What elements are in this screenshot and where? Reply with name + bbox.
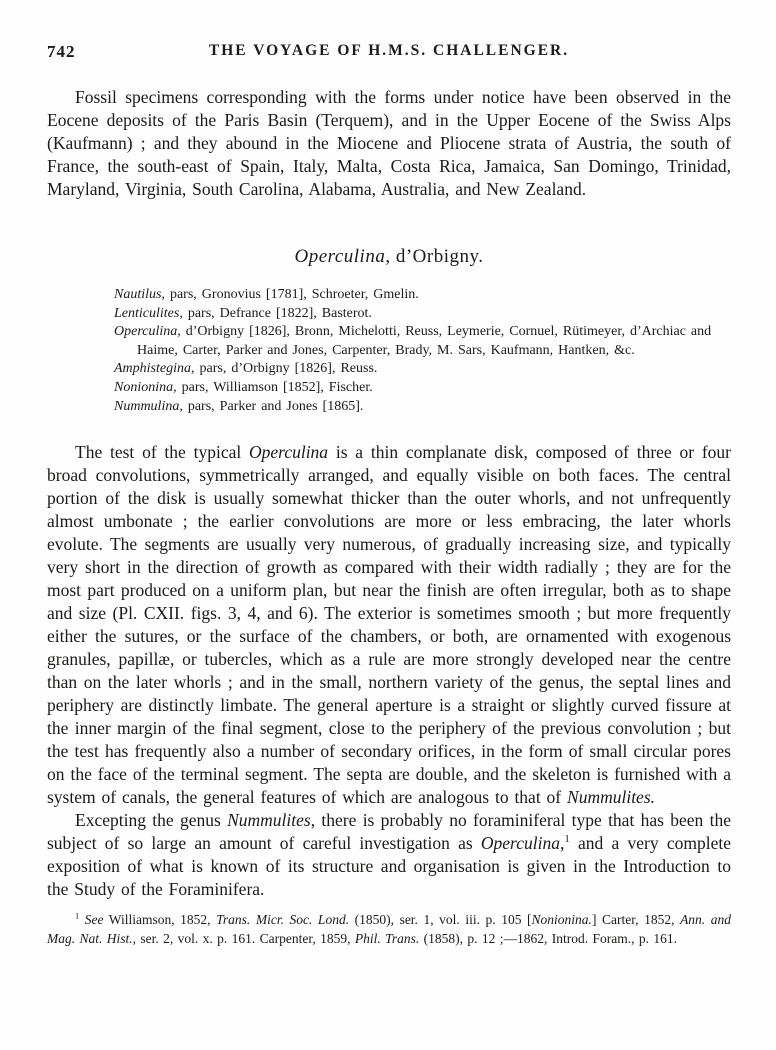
text-run: The test of the typical [75, 442, 249, 462]
italic-text-run: Operculina [294, 246, 386, 267]
italic-text-run: Amphistegina [114, 361, 191, 377]
text-run: , d’Orbigny. [385, 246, 484, 267]
synonymy-list [47, 286, 731, 416]
intro-paragraph [47, 86, 731, 201]
page-number: 742 [47, 42, 76, 61]
text-run: (1858), p. 12 ;—1862, Introd. Foram., p. 161. [419, 931, 677, 946]
text-run: , [559, 833, 565, 853]
italic-text-run: Ann. and Mag. Nat. Hist. [47, 912, 731, 946]
text-run: (1850), ser. 1, vol. iii. p. 105 [ [349, 912, 532, 927]
synonymy-entry [47, 379, 731, 398]
text-run: , pars, Parker and Jones [1865]. [179, 398, 364, 414]
synonymy-entry [47, 286, 731, 305]
text-run: ] Carter, 1852, [591, 912, 681, 927]
text-run: , pars, Gronovius [1781], Schroeter, Gmelin. [161, 287, 419, 302]
synonymy-entry [47, 360, 731, 379]
description-paragraph [47, 441, 731, 809]
text-run: , pars, Williamson [1852], Fischer. [173, 379, 373, 395]
text-run: Williamson, 1852, [103, 912, 217, 927]
discussion-paragraph [47, 809, 731, 901]
genus-heading [47, 246, 731, 268]
text-run: , there is probably no foraminiferal type that has been the subject of so large an amount of careful investigation as [47, 810, 731, 853]
italic-text-run: Nonionina [114, 379, 174, 395]
synonymy-entry [47, 323, 731, 360]
italic-text-run: Operculina [114, 324, 178, 340]
italic-text-run: Nummulina [114, 398, 180, 414]
italic-text-run: Trans. Micr. Soc. Lond. [216, 912, 350, 927]
footnote-marker: 1 [564, 833, 570, 846]
text-run: and a very complete exposition of what is known of its structure and organisation is given in the Introduction to the Study of the Foraminifera. [47, 833, 731, 899]
italic-text-run: Lenticulites [114, 305, 180, 321]
main-text-column [47, 441, 731, 948]
italic-text-run: Operculina [249, 442, 329, 462]
running-title: THE VOYAGE OF H.M.S. CHALLENGER. [208, 42, 570, 59]
synonymy-entry [47, 305, 731, 324]
synonymy-entry [47, 398, 731, 417]
page-header [47, 42, 731, 64]
italic-text-run: Nummulites. [567, 787, 656, 807]
text-run: , d’Orbigny [1826], Bronn, Michelotti, Reuss, Leymerie, Cornuel, Rütimeyer, d’Archiac and Haime, Carter, Parker and Jones, Carpenter, Brady, M. Sars, Kaufmann, Hantken, &c. [137, 324, 712, 358]
text-run: Fossil specimens corresponding with the forms under notice have been observed in the Eocene deposits of the Paris Basin (Terquem), and in the Upper Eocene of the Swiss Alps (Kaufmann) ; and they abound in the Miocene and Pliocene strata of Austria, the south of France, the south-east of Spain, Italy, Malta, Costa Rica, Jamaica, San Domingo, Trinidad, Maryland, Virginia, South Carolina, Alabama, Australia, and New Zealand. [47, 87, 731, 199]
italic-text-run: Nummulites [227, 810, 311, 830]
text-run: Excepting the genus [75, 810, 228, 830]
italic-text-run: Operculina [480, 833, 560, 853]
text-run: , ser. 2, vol. x. p. 161. Carpenter, 1859, [132, 931, 355, 946]
italic-text-run: See [84, 912, 104, 927]
text-run: , pars, Defrance [1822], Basterot. [179, 305, 372, 321]
footnote-marker: 1 [75, 911, 80, 921]
italic-text-run: Nautilus [114, 287, 162, 302]
text-run: is a thin complanate disk, composed of three or four broad convolutions, symmetrically arranged, and equally visible on both faces. The central portion of the disk is usually somewhat thicker than the outer whorls, and not unfrequently almost umbonate ; the earlier convolutions are more or less embracing, the later whorls evolute. The segments are usually very numerous, of gradually increasing size, and typically very short in the direction of growth as compared with their width radially ; they are for the most part produced on a uniform plan, but near the finish are often irregular, both as to shape and size (Pl. CXII. figs. 3, 4, and 6). The exterior is sometimes smooth ; but more frequently either the sutures, or the surface of the chambers, or both, are ornamented with exogenous granules, papillæ, or tubercles, which as a rule are more strongly developed near the centre than on the later whorls ; and in the small, northern variety of the genus, the septal lines and periphery are distinctly limbate. The general aperture is a straight or slightly curved fissure at the inner margin of the final segment, close to the periphery of the previous convolution ; but the test has frequently also a number of secondary orifices, in the form of small circular pores on the face of the terminal segment. The septa are double, and the skeleton is furnished with a system of canals, the general features of which are analogous to that of [47, 442, 731, 807]
footnote [47, 910, 731, 948]
text-run: , pars, d’Orbigny [1826], Reuss. [191, 361, 378, 377]
italic-text-run: Phil. Trans. [354, 931, 420, 946]
italic-text-run: Nonionina. [531, 912, 592, 927]
